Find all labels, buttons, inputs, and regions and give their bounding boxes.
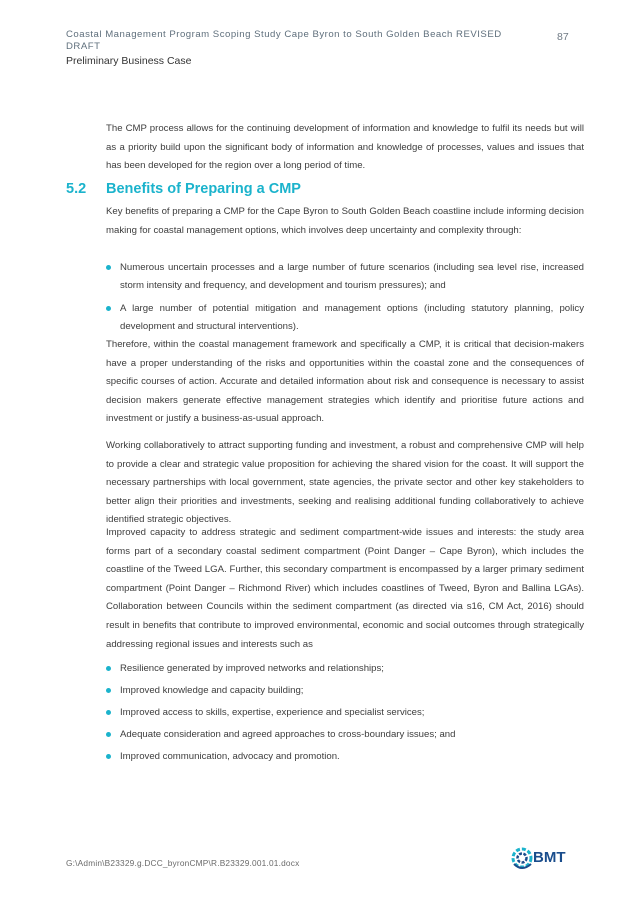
intro-paragraph: The CMP process allows for the continuing development of information and knowledge to fulfil its needs but will as a priority build upon the significant body of information and knowledge of processes, values and issues that has been developed for the region over a long period of time. [106, 123, 584, 172]
logo-swirl-icon [513, 849, 531, 868]
section-title: Benefits of Preparing a CMP [106, 181, 301, 197]
paragraph: Therefore, within the coastal management framework and specifically a CMP, it is critical that decision-makers have a proper understanding of the risks and opportunities within the coastal zone and the consequences of specific courses of action. Accurate and detailed information about risk and consequence is necessary to assist decision makers generate effective management strategies which identify and prioritise future actions and investment or justify a business-as-usual approach. [106, 339, 584, 425]
list-item [106, 748, 584, 766]
bullet-icon [106, 732, 111, 737]
bullet-icon [106, 666, 111, 671]
list-item [106, 704, 584, 722]
paragraph: Improved capacity to address strategic and sediment compartment-wide issues and interests: the study area forms part of a secondary coastal sediment compartment (Point Danger – Cape Byron), which includes the coastline of the Tweed LGA. Further, this secondary compartment is encompassed by a larger primary sediment compartment (Point Danger – Richmond River) which includes coastlines of Tweed, Byron and Ballina LGAs). Collaboration between Councils within the sediment compartment (as directed via s16, CM Act, 2016) should result in benefits that contribute to improved environmental, economic and social outcomes through strategically addressing regional issues and interests such as [106, 527, 584, 650]
list-item [106, 259, 584, 294]
page-number: 87 [557, 31, 569, 43]
paragraph: Working collaboratively to attract supporting funding and investment, a robust and comprehensive CMP will help to provide a clear and strategic value proposition for achieving the shared vision for the coast. It will support the necessary partnerships with local government, state agencies, the private sector and other key stakeholders to better align their priorities and investments, seeking and realising additional funding collaboratively to achieve identified strategic objectives. [106, 440, 584, 526]
list-item [106, 726, 584, 744]
bullet-list [106, 259, 584, 335]
document-subtitle: Preliminary Business Case [66, 55, 192, 67]
bullet-icon [106, 710, 111, 715]
bullet-list [106, 660, 584, 766]
paragraph: Key benefits of preparing a CMP for the Cape Byron to South Golden Beach coastline include informing decision making for coastal management options, which involves deep uncertainty and complexity through: [106, 206, 584, 236]
document-title: Coastal Management Program Scoping Study Cape Byron to South Golden Beach REVISED DRAFT [66, 29, 502, 52]
bullet-icon [106, 688, 111, 693]
section-number: 5.2 [66, 181, 87, 197]
list-item-text: Improved access to skills, expertise, experience and specialist services; [120, 707, 425, 718]
list-item-text: Resilience generated by improved networks and relationships; [120, 663, 384, 674]
list-item [106, 300, 584, 335]
list-item-text: A large number of potential mitigation and management options (including statutory planning, policy development and structural interventions). [120, 303, 584, 332]
logo-text: BMT [533, 849, 566, 866]
list-item [106, 682, 584, 700]
list-item [106, 660, 584, 678]
list-item-text: Improved communication, advocacy and promotion. [120, 751, 340, 762]
list-item-text: Numerous uncertain processes and a large number of future scenarios (including sea level rise, increased storm intensity and frequency, and development and tourism pressures); and [120, 262, 584, 291]
list-item-text: Adequate consideration and agreed approaches to cross-boundary issues; and [120, 729, 456, 740]
bullet-icon [106, 265, 111, 270]
bullet-icon [106, 754, 111, 759]
list-item-text: Improved knowledge and capacity building; [120, 685, 304, 696]
bullet-icon [106, 306, 111, 311]
file-path: G:\Admin\B23329.g.DCC_byronCMP\R.B23329.001.01.docx [66, 858, 300, 868]
